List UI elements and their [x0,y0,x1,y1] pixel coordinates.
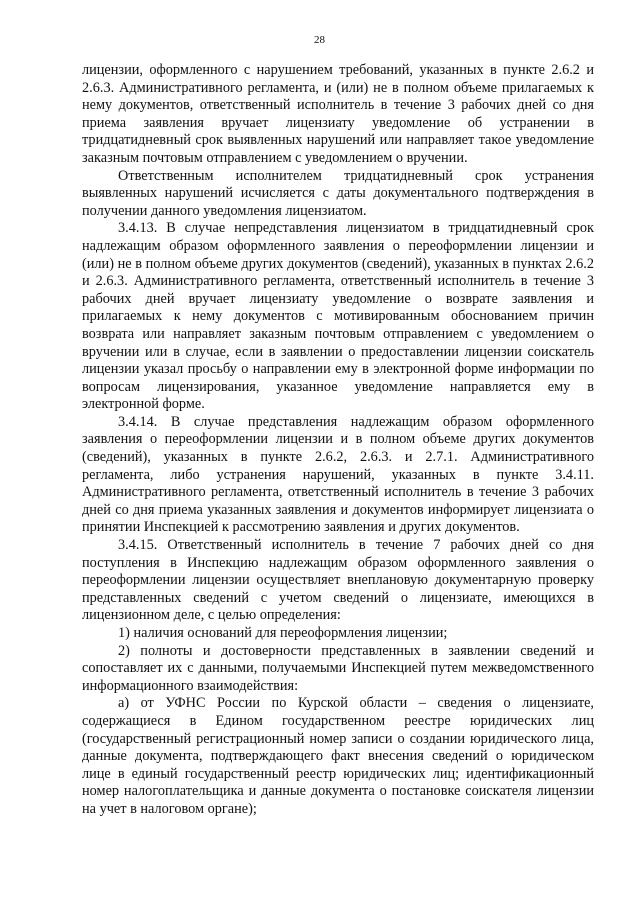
document-body [82,62,594,819]
list-item-1: 1) наличия оснований для переоформления лицензии; [118,625,448,641]
paragraph-2: Ответственным исполнителем тридцатидневный срок устранения выявленных нарушений исчисляется с даты документального подтверждения в получении данного уведомления лицензиатом. [82,167,594,219]
page-number: 28 [314,34,325,46]
sub-item-a: а) от УФНС России по Курской области – сведения о лицензиате, содержащиеся в Едином государственном реестре юридических лиц (государственный регистрационный номер записи о создании юридического лица, данные документа, подтверждающего факт внесения сведений о юридическом лице в единый государственный реестр юридических лиц; идентификационный номер налогоплательщика и данные документа о постановке соискателя лицензии на учет в налоговом органе); [82,695,594,817]
paragraph-3-4-15: 3.4.15. Ответственный исполнитель в течение 7 рабочих дней со дня поступления в Инспекцию надлежащим образом оформленного заявления о переоформлении лицензии осуществляет внеплановую документарную проверку представленных сведений с учетом сведений о лицензиате, имеющихся в лицензионном деле, с целью определения: [82,537,594,624]
paragraph-1: лицензии, оформленного с нарушением требований, указанных в пункте 2.6.2 и 2.6.3. Административного регламента, и (или) не в полном объеме прилагаемых к нему документов, ответственный исполнитель в течение 3 рабочих дней со дня приема заявления вручает лицензиату уведомление об устранении в тридцатидневный срок выявленных нарушений или направляет такое уведомление заказным почтовым отправлением с уведомлением о вручении. [82,62,594,166]
paragraph-3-4-13: 3.4.13. В случае непредставления лицензиатом в тридцатидневный срок надлежащим образом оформленного заявления о переоформлении лицензии и (или) не в полном объеме других документов (сведений), указанных в пунктах 2.6.2 и 2.6.3. Административного регламента, ответственный исполнитель в течение 3 рабочих дней вручает лицензиату уведомление о возврате заявления и прилагаемых к нему документов с мотивированным обоснованием причин возврата или направляет заказным почтовым отправлением с уведомлением о вручении или в случае, если в заявлении о предоставлении лицензии соискатель лицензии указал просьбу о направлении ему в электронной форме информации по вопросам лицензирования, указанное уведомление направляется ему в электронной форме. [82,220,594,413]
list-item-2: 2) полноты и достоверности представленных в заявлении сведений и сопоставляет их с данными, получаемыми Инспекцией путем межведомственного информационного взаимодействия: [82,642,594,694]
paragraph-3-4-14: 3.4.14. В случае представления надлежащим образом оформленного заявления о переоформлении лицензии и в полном объеме других документов (сведений), указанных в пункте 2.6.2, 2.6.3. и 2.7.1. Административного регламента, либо устранения нарушений, указанных в пункте 3.4.11. Административного регламента, ответственный исполнитель в течение 3 рабочих дней со дня приема указанных заявления и документов информирует лицензиата о принятии Инспекцией к рассмотрению заявления и других документов. [82,413,594,536]
